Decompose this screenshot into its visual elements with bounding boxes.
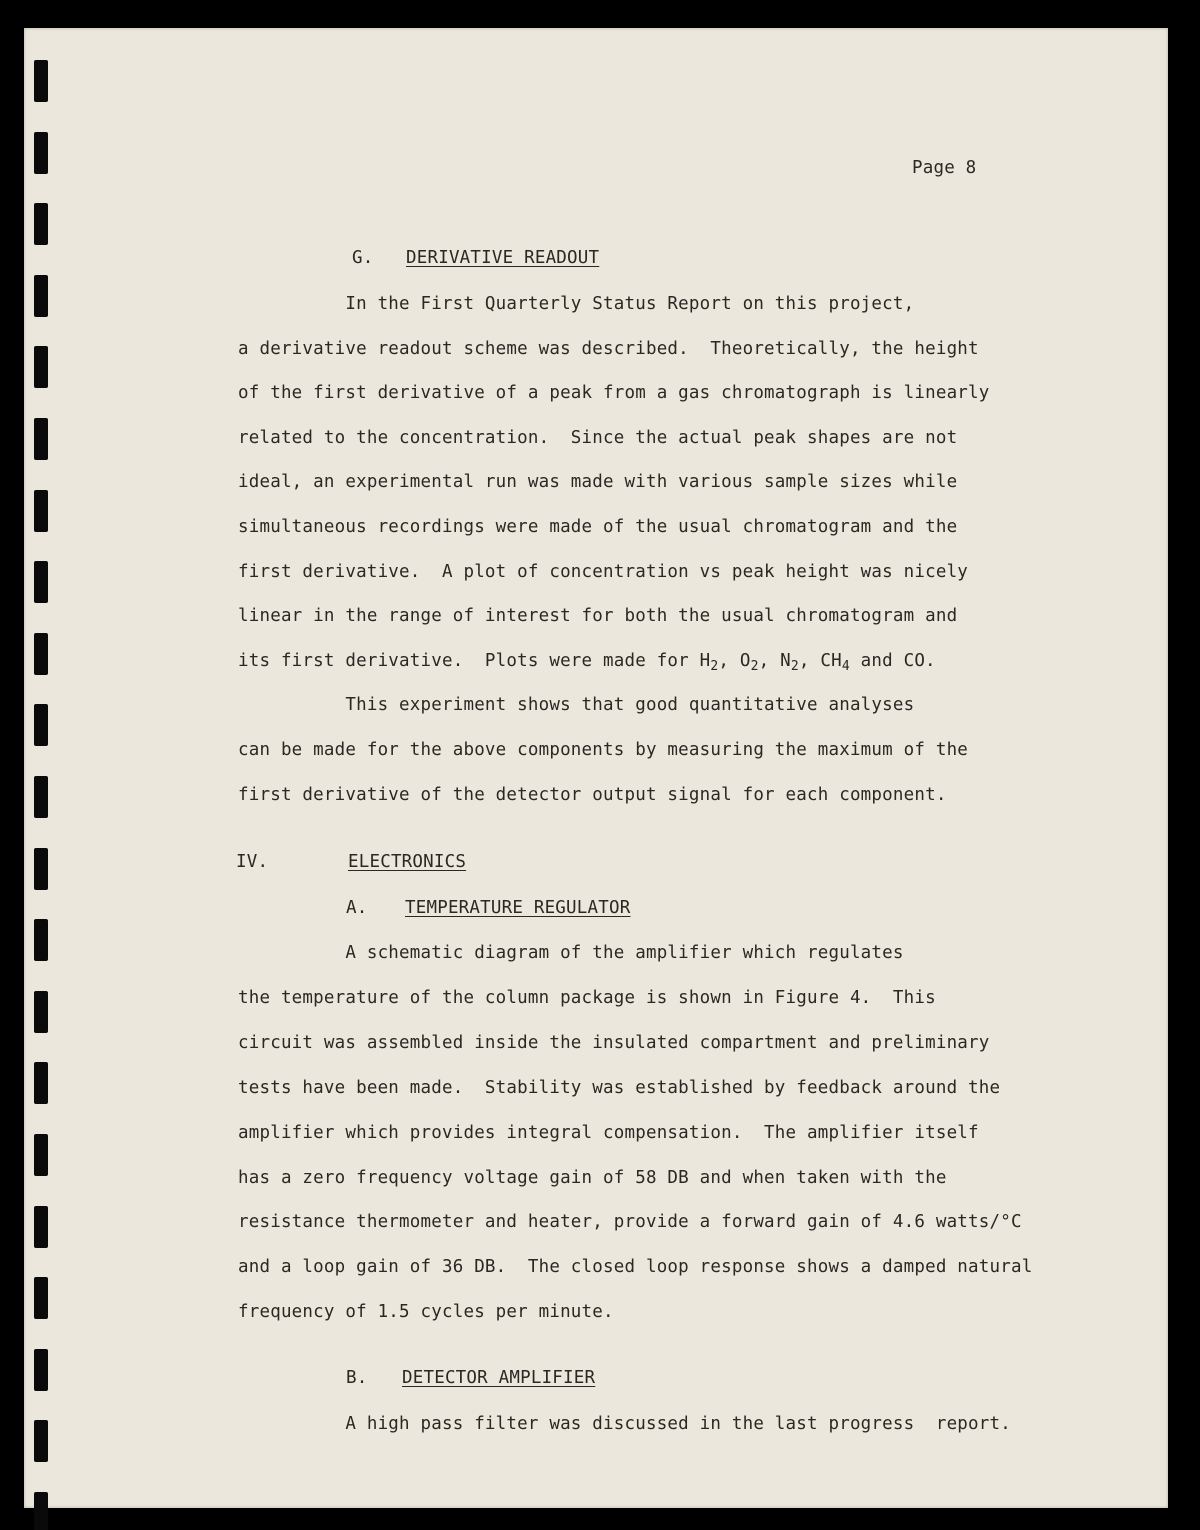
section-a-p1-line: circuit was assembled inside the insulated compartment and preliminary [238, 1032, 990, 1053]
gases-suffix: and CO. [849, 651, 936, 671]
section-a-p1-line: and a loop gain of 36 DB. The closed loop response shows a damped natural [238, 1257, 1033, 1278]
binding-hole [34, 418, 48, 460]
section-g-heading: DERIVATIVE READOUT [406, 248, 600, 268]
gases-o: , O [718, 651, 751, 671]
section-iv-numeral: IV. [236, 852, 269, 872]
section-g-p1-line: first derivative. A plot of concentration vs peak height was nicely [238, 561, 969, 582]
binding-hole [34, 1349, 48, 1391]
ch4-subscript: 4 [841, 659, 850, 674]
section-g-p1-line: related to the concentration. Since the actual peak shapes are not [238, 427, 958, 448]
binding-hole [34, 275, 48, 317]
section-g-p1-line: of the first derivative of a peak from a gas chromatograph is linearly [238, 383, 990, 404]
binding-hole [34, 1134, 48, 1176]
binding-hole [34, 346, 48, 388]
section-g-p2-line: This experiment shows that good quantitative analyses [238, 695, 915, 715]
gases-n: , N [758, 651, 791, 671]
binding-hole [34, 1492, 48, 1530]
gases-ch: , CH [798, 651, 842, 671]
section-a-p1-line: amplifier which provides integral compensation. The amplifier itself [238, 1122, 979, 1143]
section-iv-heading: ELECTRONICS [348, 852, 467, 872]
section-a-p1-line: frequency of 1.5 cycles per minute. [238, 1302, 614, 1323]
binding-hole [34, 776, 48, 818]
section-b-heading: DETECTOR AMPLIFIER [402, 1368, 596, 1388]
binding-hole [34, 1420, 48, 1462]
section-b-p1-line: A high pass filter was discussed in the last progress report. [238, 1414, 1011, 1434]
binding-hole [34, 132, 48, 174]
section-g-p1-line: simultaneous recordings were made of the usual chromatogram and the [238, 517, 958, 537]
binding-hole [34, 991, 48, 1033]
binding-hole [34, 490, 48, 532]
section-g-gases-line [238, 651, 936, 674]
binding-hole [34, 1062, 48, 1104]
gases-prefix: its first derivative. Plots were made for H [238, 651, 711, 671]
o2-subscript: 2 [750, 659, 759, 674]
h2-subscript: 2 [710, 659, 719, 674]
section-g-p1-line: a derivative readout scheme was described. Theoretically, the height [238, 338, 979, 359]
binding-hole [34, 1277, 48, 1319]
section-g-p2-line: first derivative of the detector output signal for each component. [238, 785, 947, 805]
section-g-p2-line: can be made for the above components by measuring the maximum of the [238, 740, 969, 760]
page-number: Page 8 [912, 158, 977, 178]
binding-hole [34, 848, 48, 890]
section-a-p1-line: resistance thermometer and heater, provide a forward gain of 4.6 watts/°C [238, 1212, 1022, 1233]
binding-hole [34, 633, 48, 675]
section-a-p1-line: has a zero frequency voltage gain of 58 DB and when taken with the [238, 1167, 947, 1188]
section-a-letter: A. [346, 898, 368, 918]
section-g-p1-line: ideal, an experimental run was made with various sample sizes while [238, 472, 958, 493]
binding-hole [34, 203, 48, 245]
binding-hole [34, 1206, 48, 1248]
binding-holes [34, 60, 50, 1500]
section-g-p1-line: linear in the range of interest for both the usual chromatogram and [238, 606, 958, 627]
binding-hole [34, 60, 48, 102]
section-g-p1-line: In the First Quarterly Status Report on this project, [238, 294, 915, 314]
binding-hole [34, 919, 48, 961]
section-a-p1-line: tests have been made. Stability was established by feedback around the [238, 1077, 1001, 1098]
section-b-letter: B. [346, 1368, 368, 1388]
section-a-p1-line: the temperature of the column package is shown in Figure 4. This [238, 987, 936, 1008]
binding-hole [34, 704, 48, 746]
section-a-heading: TEMPERATURE REGULATOR [405, 898, 631, 918]
binding-hole [34, 561, 48, 603]
section-g-letter: G. [352, 248, 374, 268]
n2-subscript: 2 [790, 659, 799, 674]
section-a-p1-line: A schematic diagram of the amplifier which regulates [238, 943, 904, 963]
